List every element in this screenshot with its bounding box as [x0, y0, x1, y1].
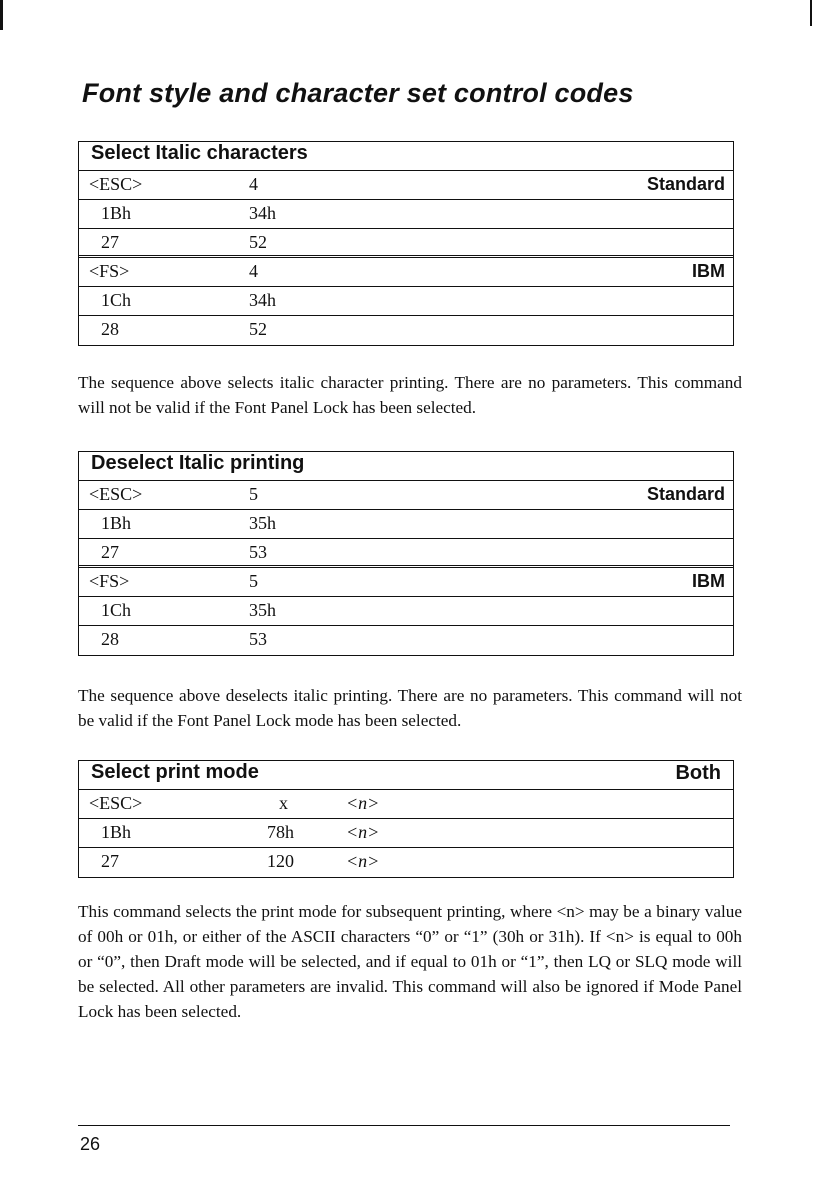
emulation-tag: Standard	[646, 484, 725, 504]
page-number: 26	[80, 1134, 101, 1154]
command-title: Deselect Italic printing	[91, 452, 305, 474]
code-row	[79, 171, 733, 200]
code-row	[79, 258, 733, 287]
page-title: Font style and character set control codes	[82, 78, 634, 108]
scan-edge-mark-right	[810, 0, 812, 26]
code-row	[79, 287, 733, 316]
code-decimal: 27	[101, 851, 119, 871]
code-parameter-hex: 34h	[249, 290, 276, 310]
code-decimal: 27	[101, 542, 119, 562]
command-title: Select print mode	[91, 761, 259, 783]
command-description: The sequence above selects italic character printing. There are no parameters. This command will not be valid if the Font Panel Lock has been selected.	[78, 373, 742, 417]
code-row	[79, 539, 733, 568]
code-row	[79, 568, 733, 597]
emulation-tag: IBM	[692, 571, 725, 591]
code-mnemonic: <FS>	[89, 571, 130, 591]
command-description: The sequence above deselects italic printing. There are no parameters. This command will not be valid if the Font Panel Lock mode has been selected.	[78, 686, 742, 730]
code-parameter-decimal: 53	[249, 629, 267, 649]
code-parameter-hex: 78h	[267, 822, 294, 842]
code-hex: 1Ch	[101, 600, 132, 620]
command-box-select-print-mode	[78, 760, 734, 878]
command-mode-tag: Both	[675, 762, 721, 784]
code-row	[79, 200, 733, 229]
code-parameter: 4	[249, 174, 258, 194]
code-row	[79, 848, 733, 877]
code-parameter-hex: 34h	[249, 203, 276, 223]
code-mnemonic: <FS>	[89, 261, 130, 281]
code-decimal: 27	[101, 232, 119, 252]
code-row	[79, 597, 733, 626]
code-hex: 1Bh	[101, 513, 132, 533]
code-hex: 1Ch	[101, 290, 132, 310]
command-header	[79, 142, 733, 171]
code-mnemonic: <ESC>	[89, 174, 143, 194]
code-row	[79, 790, 733, 819]
emulation-tag: IBM	[692, 261, 725, 281]
code-mnemonic: <ESC>	[89, 793, 143, 813]
code-parameter-decimal: 120	[267, 851, 294, 871]
code-argument: <n>	[346, 793, 380, 813]
code-row	[79, 316, 733, 345]
command-header	[79, 452, 733, 481]
command-title: Select Italic characters	[91, 142, 308, 164]
code-row	[79, 229, 733, 258]
code-parameter-hex: 35h	[249, 513, 276, 533]
code-parameter-decimal: 52	[249, 232, 267, 252]
code-parameter: 5	[249, 484, 258, 504]
scan-edge-mark-left	[0, 0, 3, 30]
code-parameter-hex: 35h	[249, 600, 276, 620]
code-argument: <n>	[346, 851, 380, 871]
command-box-deselect-italic	[78, 451, 734, 656]
code-decimal: 28	[101, 319, 119, 339]
code-row	[79, 626, 733, 655]
code-row	[79, 510, 733, 539]
code-parameter-decimal: 52	[249, 319, 267, 339]
command-header	[79, 761, 733, 790]
code-hex: 1Bh	[101, 203, 132, 223]
footer-rule	[78, 1125, 730, 1126]
code-parameter: 5	[249, 571, 258, 591]
code-row	[79, 819, 733, 848]
code-parameter-decimal: 53	[249, 542, 267, 562]
code-decimal: 28	[101, 629, 119, 649]
command-box-select-italic	[78, 141, 734, 346]
emulation-tag: Standard	[646, 174, 725, 194]
code-mnemonic: <ESC>	[89, 484, 143, 504]
code-argument: <n>	[346, 822, 380, 842]
command-description: This command selects the print mode for subsequent printing, where <n> may be a binary value of 00h or 01h, or either of the ASCII characters “0” or “1” (30h or 31h). If <n> is equal to 00h or “0”, then Draft mode will be selected, and if equal to 01h or “1”, then LQ or SLQ mode will be selected. All other parameters are invalid. This command will also be ignored if Mode Panel Lock has been selected.	[78, 902, 742, 1021]
code-parameter: x	[279, 793, 288, 813]
code-parameter: 4	[249, 261, 258, 281]
code-row	[79, 481, 733, 510]
code-hex: 1Bh	[101, 822, 132, 842]
